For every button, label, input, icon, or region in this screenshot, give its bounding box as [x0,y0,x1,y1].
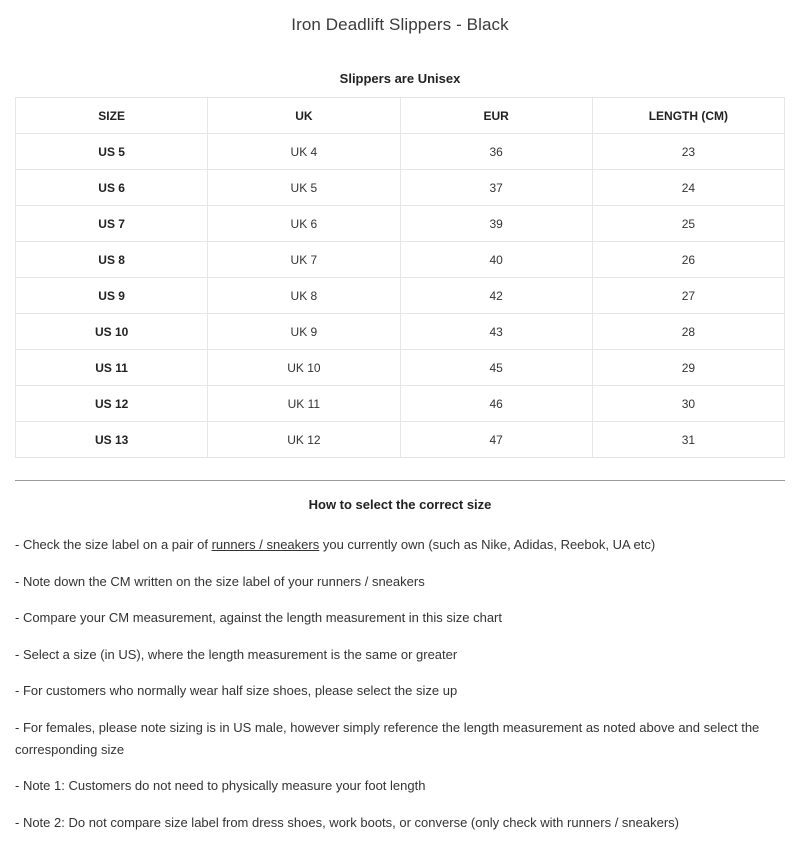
cell-eur-size: 36 [400,134,592,170]
column-header-uk: UK [208,98,400,134]
table-row [16,278,785,314]
cell-us-size: US 12 [16,386,208,422]
column-header-size: SIZE [16,98,208,134]
guide-step: - For females, please note sizing is in US male, however simply reference the length measurement as noted above and select the corresponding size [15,719,760,757]
table-row [16,422,785,458]
guide-step: - Compare your CM measurement, against the length measurement in this size chart [15,610,502,625]
cell-length-cm: 25 [592,206,784,242]
guide-step: - Note 2: Do not compare size label from dress shoes, work boots, or converse (only check with runners / sneakers) [15,814,680,830]
cell-uk-size: UK 12 [208,422,400,458]
cell-eur-size: 45 [400,350,592,386]
page-title: Iron Deadlift Slippers - Black [291,15,509,34]
table-header-row [16,98,785,134]
cell-eur-size: 46 [400,386,592,422]
cell-uk-size: UK 6 [208,206,400,242]
guide-step-text: you currently own (such as Nike, Adidas, Reebok, UA etc) [319,537,656,552]
guide-title: How to select the correct size [308,497,492,512]
guide-step: - Note 1: Customers do not need to physically measure your foot length [15,778,426,793]
cell-length-cm: 23 [592,134,784,170]
guide-step: - Note down the CM written on the size label of your runners / sneakers [15,573,425,589]
cell-eur-size: 47 [400,422,592,458]
column-header-length: LENGTH (CM) [592,98,784,134]
cell-us-size: US 13 [16,422,208,458]
table-row [16,206,785,242]
section-divider [15,480,785,481]
table-row [16,134,785,170]
cell-uk-size: UK 4 [208,134,400,170]
cell-length-cm: 29 [592,350,784,386]
cell-us-size: US 9 [16,278,208,314]
table-caption: Slippers are Unisex [339,71,461,86]
runners-sneakers-link[interactable]: runners / sneakers [211,537,320,552]
column-header-eur: EUR [400,98,592,134]
cell-length-cm: 27 [592,278,784,314]
cell-uk-size: UK 7 [208,242,400,278]
cell-us-size: US 10 [16,314,208,350]
table-row [16,170,785,206]
cell-eur-size: 40 [400,242,592,278]
cell-us-size: US 8 [16,242,208,278]
table-row [16,386,785,422]
cell-eur-size: 37 [400,170,592,206]
size-chart-table [15,97,785,458]
cell-uk-size: UK 8 [208,278,400,314]
guide-step-text: - Check the size label on a pair of [15,537,212,552]
cell-us-size: US 11 [16,350,208,386]
cell-length-cm: 26 [592,242,784,278]
cell-uk-size: UK 9 [208,314,400,350]
guide-step: - Select a size (in US), where the length measurement is the same or greater [15,646,458,662]
table-row [16,242,785,278]
cell-length-cm: 31 [592,422,784,458]
cell-us-size: US 5 [16,134,208,170]
cell-uk-size: UK 5 [208,170,400,206]
cell-length-cm: 30 [592,386,784,422]
table-row [16,314,785,350]
cell-uk-size: UK 10 [208,350,400,386]
cell-us-size: US 6 [16,170,208,206]
cell-eur-size: 43 [400,314,592,350]
cell-us-size: US 7 [16,206,208,242]
cell-length-cm: 24 [592,170,784,206]
sizing-guide-list [15,534,790,848]
cell-length-cm: 28 [592,314,784,350]
cell-eur-size: 42 [400,278,592,314]
table-row [16,350,785,386]
guide-step [15,534,790,556]
cell-eur-size: 39 [400,206,592,242]
cell-uk-size: UK 11 [208,386,400,422]
guide-step: - For customers who normally wear half size shoes, please select the size up [15,683,458,698]
